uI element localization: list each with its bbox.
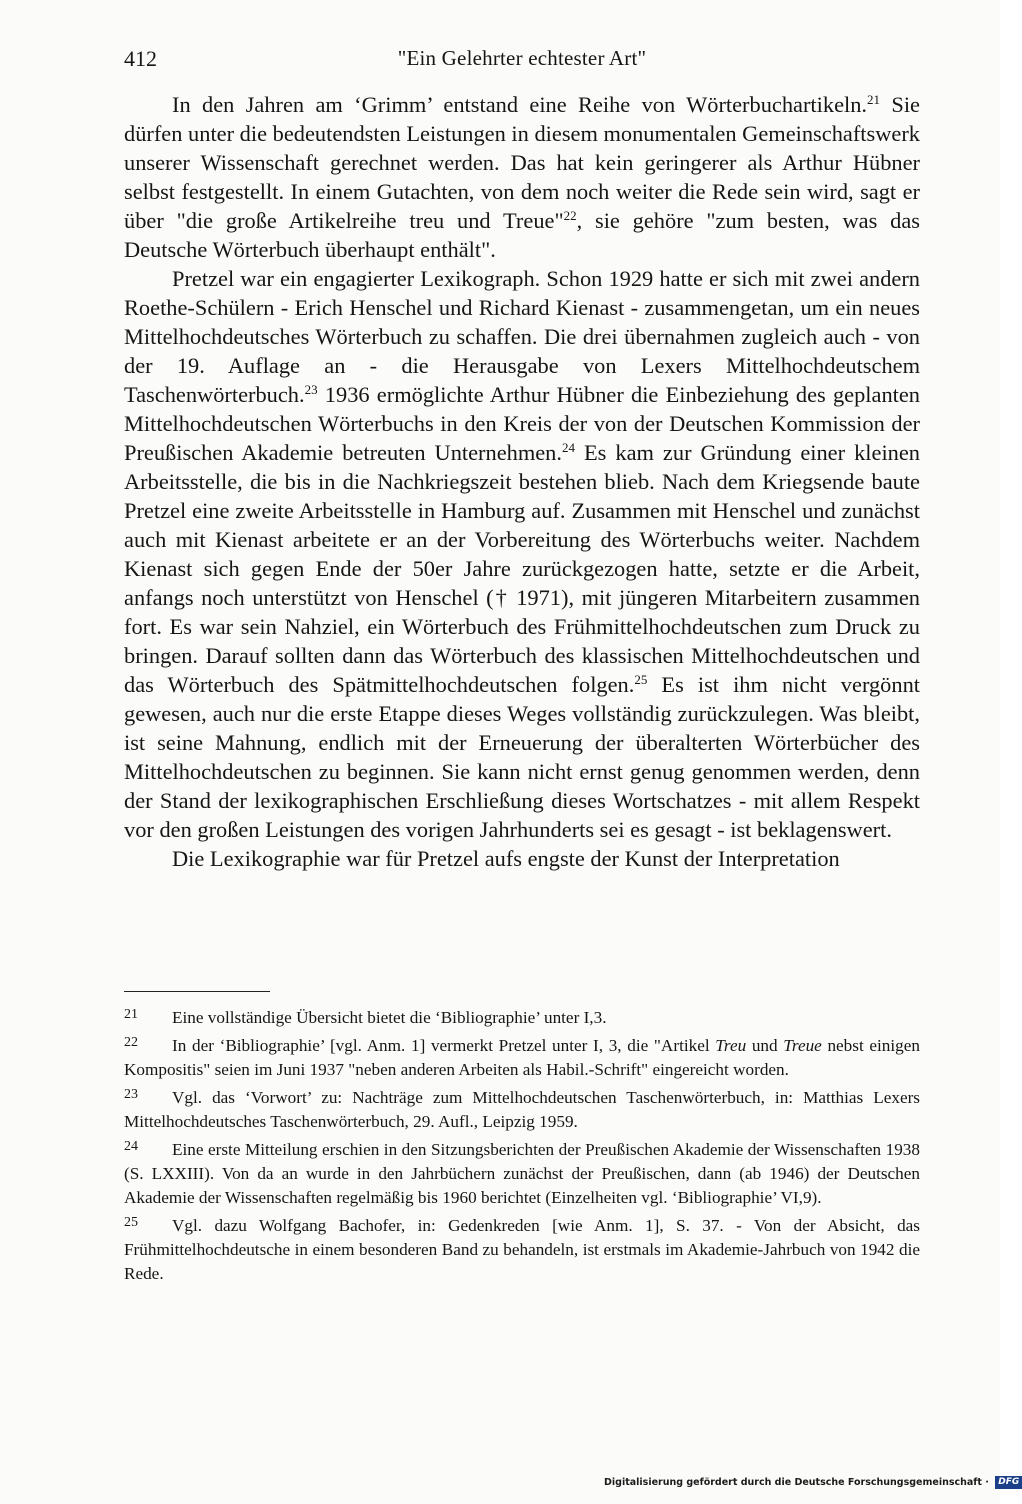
paragraph-2 xyxy=(124,264,920,844)
footnote-italic-term: Treu xyxy=(715,1036,747,1055)
footnote-21: 21 Eine vollständige Übersicht bietet die ‘Bibliographie’ unter I,3. xyxy=(124,1007,607,1027)
footnote-italic-term: Treue xyxy=(783,1036,822,1055)
page-number: 412 xyxy=(124,46,157,71)
footnote-text: und xyxy=(746,1036,784,1055)
footnote-23: 23 Vgl. das ‘Vorwort’ zu: Nachträge zum Mittelhochdeutschen Taschenwörterbuch, in: Matthias Lexers Mittelhochdeutsches Taschenwörterbuch, 29. Aufl., Leipzig 1959. xyxy=(124,1087,920,1131)
footnote-ref-22: 22 xyxy=(563,208,577,223)
paragraph-3: Die Lexikographie war für Pretzel aufs engste der Kunst der Interpretation xyxy=(172,846,840,871)
running-title: "Ein Gelehrter echtester Art" xyxy=(397,46,647,70)
paragraph-2-text-c: Es kam zur Gründung einer kleinen Arbeitsstelle, die bis in die Nachkriegszeit bestehen blieb. Nach dem Kriegsende baute Pretzel eine zweite Arbeitsstelle in Hamburg auf. Zusammen mit Henschel und zunächst auch mit Kienast arbeitete er an der Vorbereitung des Wörterbuchs weiter. Nachdem Kienast sich gegen Ende der 50er Jahre zurückgezogen hatte, setzte er die Arbeit, anfangs noch unterstützt von Henschel († 1971), mit jüngeren Mitarbeitern zusammen fort. Es war sein Nahziel, ein Wörterbuch des Frühmittelhochdeutschen zum Druck zu bringen. Darauf sollten dann das Wörterbuch des klassischen Mittelhochdeutschen und das Wörterbuch des Spätmittelhochdeutschen folgen. xyxy=(124,440,920,697)
footnote-text: In der ‘Bibliographie’ [vgl. Anm. 1] vermerkt Pretzel unter I, 3, die "Artikel xyxy=(172,1036,716,1055)
body-text xyxy=(124,90,920,873)
footnote-text: Eine vollständige Übersicht bietet die ‘Bibliographie’ unter I,3. xyxy=(172,1008,607,1027)
paragraph-1 xyxy=(124,90,920,264)
footnote-separator xyxy=(124,991,270,992)
funding-banner[interactable] xyxy=(604,1476,1020,1494)
paragraph-1-text-a: In den Jahren am ‘Grimm’ entstand eine Reihe von Wörterbuchartikeln. xyxy=(172,92,868,117)
paragraph-1-text-b: Sie dürfen unter die bedeutendsten Leistungen in diesem monumentalen Gemeinschaftswerk unserer Wissenschaft gerechnet werden. Das hat kein geringerer als Arthur Hübner selbst festgestellt. In einem Gutachten, von dem noch weiter die Rede sein wird, sagt er über "die große Artikelreihe treu und Treue" xyxy=(124,92,920,233)
dfg-logo-icon: DFG xyxy=(995,1476,1022,1489)
footnote-ref-24: 24 xyxy=(561,440,575,455)
footnote-25: 25 Vgl. dazu Wolfgang Bachofer, in: Gedenkreden [wie Anm. 1], S. 37. - Von der Absicht, das Frühmittelhochdeutsche in einem besonderen Band zu behandeln, ist erstmals im Akademie-Jahrbuch von 1942 die Rede. xyxy=(124,1215,920,1283)
footnote-ref-23: 23 xyxy=(304,382,318,397)
footnote-text: nebst einigen Kompositis" seien im Juni 1937 "neben anderen Arbeiten als Habil.-Schrift" eingereicht worden. xyxy=(124,1036,920,1079)
paragraph-1-text-c: , sie gehöre "zum besten, was das Deutsche Wörterbuch überhaupt enthält". xyxy=(124,208,920,262)
footnotes xyxy=(124,1006,920,1290)
footnote-text: Vgl. das ‘Vorwort’ zu: Nachträge zum Mittelhochdeutschen Taschenwörterbuch, in: Matthias Lexers Mittelhochdeutsches Taschenwörterbuch, 29. Aufl., Leipzig 1959. xyxy=(124,1088,920,1131)
paragraph-2-text-a: Pretzel war ein engagierter Lexikograph. Schon 1929 hatte er sich mit zwei andern Roethe-Schülern - Erich Henschel und Richard Kienast - zusammengetan, um ein neues Mittelhochdeutsches Wörterbuch zu schaffen. Die drei übernahmen zugleich auch - von der 19. Auflage an - die Herausgabe von Lexers Mittelhochdeutschem Taschenwörterbuch. xyxy=(124,266,920,407)
paragraph-2-text-d: Es ist ihm nicht vergönnt gewesen, auch nur die erste Etappe dieses Weges vollständig zurückzulegen. Was bleibt, ist seine Mahnung, endlich mit der Erneuerung der überalterten Wörterbücher des Mittelhochdeutschen zu beginnen. Sie kann nicht ernst genug genommen werden, denn der Stand der lexikographischen Erschließung dieses Wortschatzes - mit allem Respekt vor den großen Leistungen des vorigen Jahrhunderts sei es gesagt - ist beklagenswert. xyxy=(124,672,920,842)
footnote-text: Vgl. dazu Wolfgang Bachofer, in: Gedenkreden [wie Anm. 1], S. 37. - Von der Absicht, das Frühmittelhochdeutsche in einem besonderen Band zu behandeln, ist erstmals im Akademie-Jahrbuch von 1942 die Rede. xyxy=(124,1216,920,1283)
footnote-ref-25: 25 xyxy=(634,672,648,687)
footnote-text: Eine erste Mitteilung erschien in den Sitzungsberichten der Preußischen Akademie der Wissenschaften 1938 (S. LXXIII). Von da an wurde in den Jahrbüchern zunächst der Preußischen, dann (ab 1946) der Deutschen Akademie der Wissenschaften regelmäßig bis 1960 berichtet (Einzelheiten vgl. ‘Bibliographie’ VI,9). xyxy=(124,1140,920,1207)
footnote-ref-21: 21 xyxy=(867,92,881,107)
footnote-24: 24 Eine erste Mitteilung erschien in den Sitzungsberichten der Preußischen Akademie der Wissenschaften 1938 (S. LXXIII). Von da an wurde in den Jahrbüchern zunächst der Preußischen, dann (ab 1946) der Deutschen Akademie der Wissenschaften regelmäßig bis 1960 berichtet (Einzelheiten vgl. ‘Bibliographie’ VI,9). xyxy=(124,1139,920,1207)
paragraph-2-text-b: 1936 ermöglichte Arthur Hübner die Einbeziehung des geplanten Mittelhochdeutschen Wörterbuchs in den Kreis der von der Deutschen Kommission der Preußischen Akademie betreuten Unternehmen. xyxy=(124,382,920,465)
footnote-22: 22 In der ‘Bibliographie’ [vgl. Anm. 1] vermerkt Pretzel unter I, 3, die "Artikel Treu und Treue nebst einigen Kompositis" seien im Juni 1937 "neben anderen Arbeiten als Habil.-Schrift" eingereicht worden. xyxy=(124,1035,920,1079)
page-header xyxy=(124,44,920,78)
funding-note: Digitalisierung gefördert durch die Deutsche Forschungsgemeinschaft · xyxy=(604,1477,989,1488)
